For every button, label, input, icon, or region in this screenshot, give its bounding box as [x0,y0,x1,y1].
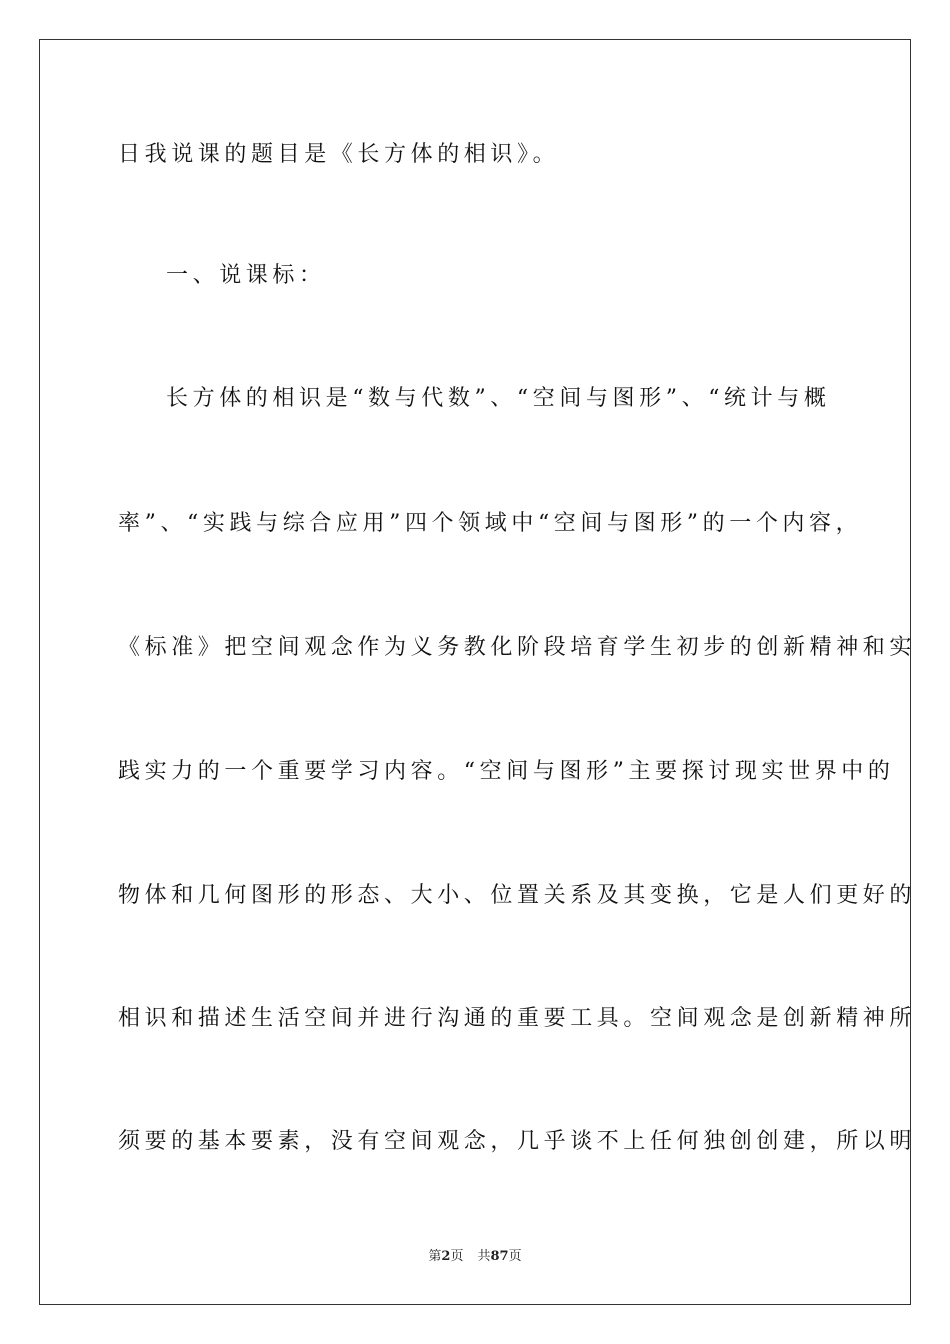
paragraph-line-7: 相识和描述生活空间并进行沟通的重要工具。空间观念是创新精神所 [118,1006,917,1031]
page-suffix: 页 [450,1249,464,1264]
paragraph-line-8: 须要的基本要素，没有空间观念，几乎谈不上任何独创创建，所以明 [118,1129,917,1154]
page-prefix: 第 [428,1249,442,1264]
page-border [39,39,917,1305]
paragraph-line-6: 物体和几何图形的形态、大小、位置关系及其变换，它是人们更好的 [118,883,917,908]
page-footer [0,1248,950,1266]
page-number: 2 [441,1249,451,1264]
total-prefix: 共 [477,1249,491,1264]
paragraph-line-4: 《标准》把空间观念作为义务教化阶段培育学生初步的创新精神和实 [118,635,917,660]
total-suffix: 页 [508,1249,522,1264]
total-pages: 87 [490,1249,509,1264]
paragraph-line-3: 率”、“实践与综合应用”四个领域中“空间与图形”的一个内容， [118,511,863,536]
paragraph-line-5: 践实力的一个重要学习内容。“空间与图形”主要探讨现实世界中的 [118,759,895,784]
section-heading: 一、说课标： [166,263,326,288]
paragraph-line-1: 日我说课的题目是《长方体的相识》。 [118,142,560,167]
paragraph-line-2: 长方体的相识是“数与代数”、“空间与图形”、“统计与概 [166,386,831,411]
